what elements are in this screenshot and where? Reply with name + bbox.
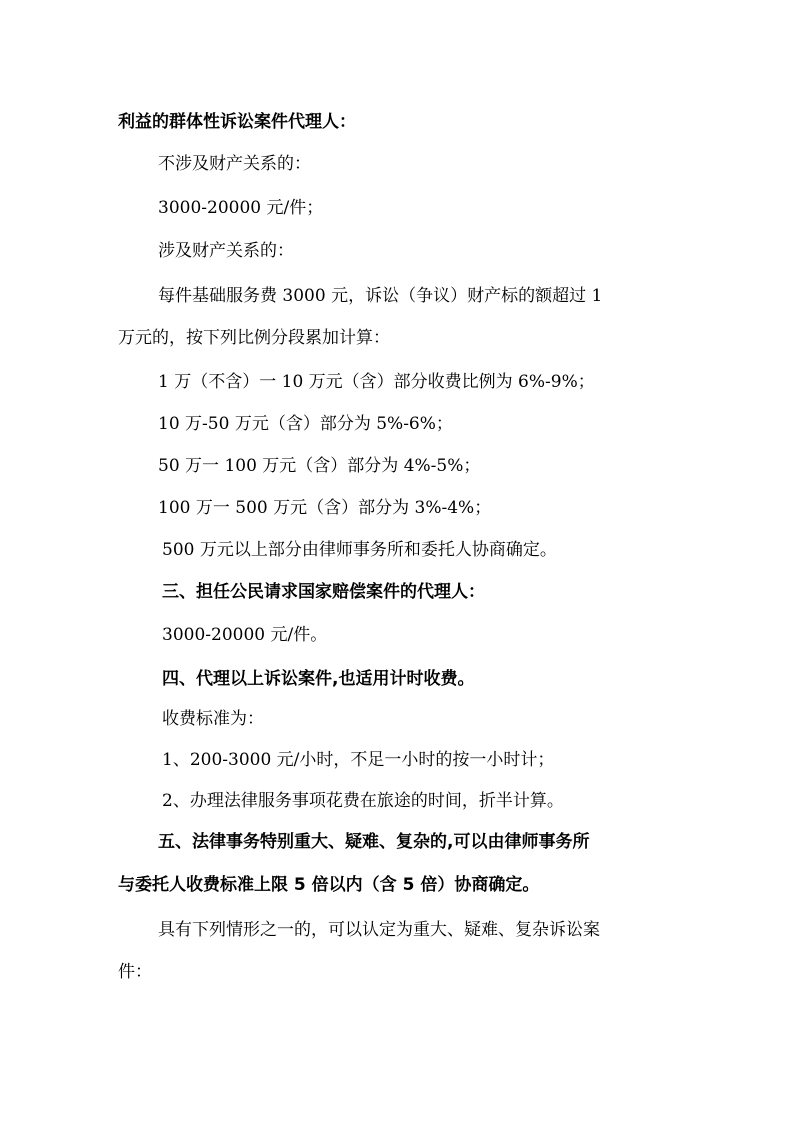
- paragraph-line-tier-4: 100 万一 500 万元（含）部分为 3%-4%；: [158, 498, 492, 518]
- paragraph-line-tier-5: 500 万元以上部分由律师事务所和委托人协商确定。: [162, 540, 557, 560]
- paragraph-line-fee-range: 3000-20000 元/件；: [158, 198, 324, 218]
- paragraph-line-conditions: 具有下列情形之一的，可以认定为重大、疑难、复杂诉讼案: [158, 920, 600, 940]
- paragraph-line-tier-3: 50 万一 100 万元（含）部分为 4%-5%；: [158, 456, 481, 476]
- paragraph-line-hourly: 1、200-3000 元/小时，不足一小时的按一小时计；: [162, 750, 555, 770]
- section-heading-3: 三、担任公民请求国家赔偿案件的代理人：: [162, 582, 485, 602]
- section-heading-4: 四、代理以上诉讼案件,也适用计时收费。: [162, 669, 475, 689]
- paragraph-line-no-property: 不涉及财产关系的：: [158, 154, 311, 174]
- paragraph-line-conditions-cont: 件：: [118, 962, 152, 982]
- paragraph-line-tier-2: 10 万-50 万元（含）部分为 5%-6%；: [158, 414, 453, 434]
- paragraph-line-base-fee-cont: 万元的，按下列比例分段累加计算：: [118, 328, 390, 348]
- paragraph-line-standard: 收费标准为：: [162, 709, 264, 729]
- paragraph-line-heading-continuation: 利益的群体性诉讼案件代理人：: [118, 112, 356, 132]
- paragraph-line-base-fee: 每件基础服务费 3000 元，诉讼（争议）财产标的额超过 1: [158, 286, 603, 306]
- paragraph-line-travel: 2、办理法律服务事项花费在旅途的时间，折半计算。: [162, 791, 564, 811]
- paragraph-line-tier-1: 1 万（不含）一 10 万元（含）部分收费比例为 6%-9%；: [158, 372, 595, 392]
- section-heading-5: 五、法律事务特别重大、疑难、复杂的,可以由律师事务所: [158, 832, 590, 852]
- paragraph-line-property: 涉及财产关系的：: [158, 241, 294, 261]
- paragraph-line-section-3-fee: 3000-20000 元/件。: [162, 625, 328, 645]
- section-heading-5-cont: 与委托人收费标准上限 5 倍以内（含 5 倍）协商确定。: [118, 875, 540, 895]
